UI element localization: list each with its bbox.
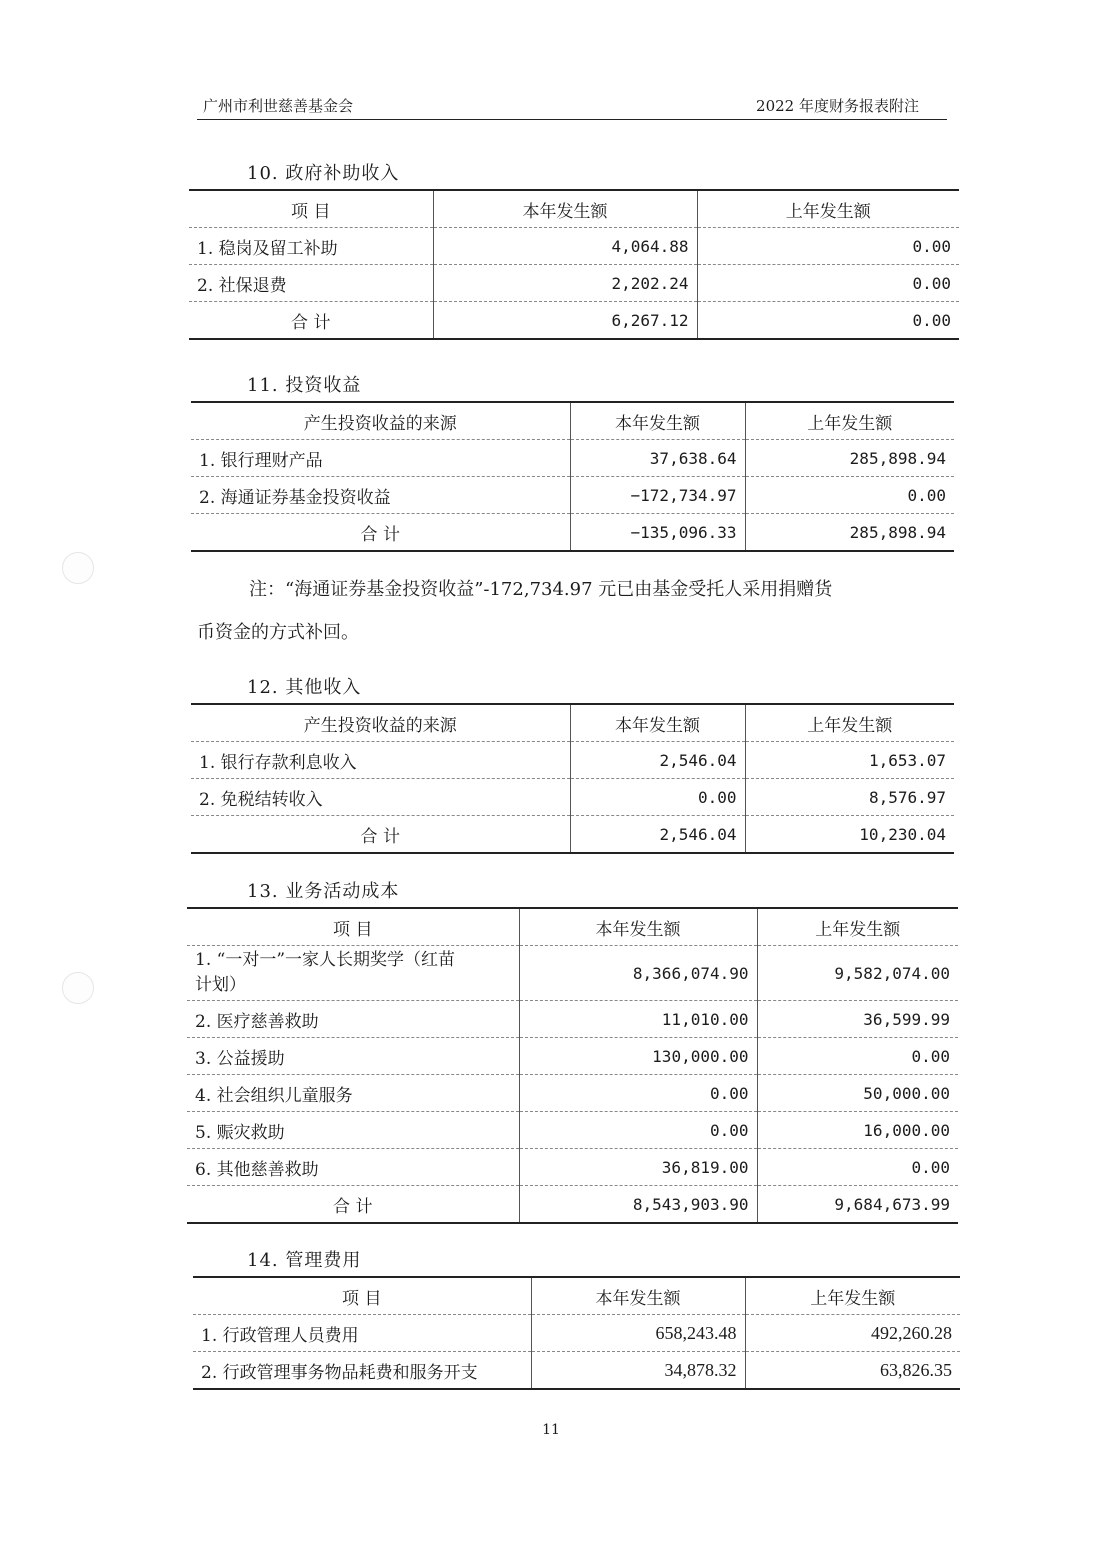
table-row (187, 946, 958, 1001)
row-current-value: 0.00 (519, 1112, 757, 1149)
column-header-source: 产生投资收益的来源 (303, 413, 457, 434)
row-label-line: 1. “一对一”一家人长期奖学（红苗 (195, 950, 456, 970)
section-title-14: 14. 管理费用 (247, 1250, 362, 1271)
table-business-activity-cost (187, 907, 958, 1224)
row-label: 2. 海通证券基金投资收益 (191, 477, 570, 514)
table-row (187, 1075, 958, 1112)
column-header-prior-year: 上年发生额 (745, 1277, 960, 1315)
column-header-item: 项 目 (333, 919, 373, 940)
table-total-row (191, 514, 954, 552)
row-label (187, 946, 519, 1001)
row-prior-value: 285,898.94 (745, 440, 954, 477)
row-label: 4. 社会组织儿童服务 (187, 1075, 519, 1112)
row-label-line: 计划） (195, 975, 246, 995)
row-prior-value: 0.00 (745, 477, 954, 514)
table-row (193, 1315, 960, 1352)
row-prior-value: 63,826.35 (745, 1352, 960, 1390)
total-current-value: 2,546.04 (570, 816, 745, 854)
row-current-value: 658,243.48 (531, 1315, 745, 1352)
column-header-current-year: 本年发生额 (570, 402, 745, 440)
table-header-row (187, 908, 958, 946)
binding-hole-mark (62, 552, 94, 584)
row-prior-value: 0.00 (697, 265, 959, 302)
table-row (187, 1149, 958, 1186)
table-header-row (191, 704, 954, 742)
table-total-row (191, 816, 954, 854)
column-header-prior-year: 上年发生额 (745, 402, 954, 440)
row-prior-value: 50,000.00 (757, 1075, 958, 1112)
table-row (187, 1001, 958, 1038)
column-header-current-year: 本年发生额 (570, 704, 745, 742)
binding-hole-mark (62, 972, 94, 1004)
table-government-subsidy (189, 189, 959, 340)
row-current-value: 11,010.00 (519, 1001, 757, 1038)
row-label: 1. 行政管理人员费用 (193, 1315, 531, 1352)
section-title-13: 13. 业务活动成本 (247, 881, 400, 902)
row-current-value: 36,819.00 (519, 1149, 757, 1186)
page-header (197, 94, 947, 120)
row-current-value: 130,000.00 (519, 1038, 757, 1075)
column-header-source: 产生投资收益的来源 (303, 715, 457, 736)
header-doc-title: 2022 年度财务报表附注 (756, 97, 919, 115)
total-label: 合 计 (189, 302, 433, 340)
total-current-value: 6,267.12 (433, 302, 697, 340)
row-prior-value: 9,582,074.00 (757, 946, 958, 1001)
page-number: 11 (542, 1422, 560, 1438)
row-label: 2. 医疗慈善救助 (187, 1001, 519, 1038)
total-prior-value: 285,898.94 (745, 514, 954, 552)
row-prior-value: 0.00 (757, 1149, 958, 1186)
row-current-value: 2,202.24 (433, 265, 697, 302)
row-label: 2. 行政管理事务物品耗费和服务开支 (193, 1352, 531, 1390)
row-label: 6. 其他慈善救助 (187, 1149, 519, 1186)
row-label: 5. 赈灾救助 (187, 1112, 519, 1149)
column-header-prior-year: 上年发生额 (757, 908, 958, 946)
note-line: 注：“海通证券基金投资收益”-172,734.97 元已由基金受托人采用捐赠货 (249, 579, 833, 600)
table-management-expenses (193, 1276, 960, 1390)
header-org-name: 广州市利世慈善基金会 (203, 97, 354, 115)
row-label: 3. 公益援助 (187, 1038, 519, 1075)
total-label: 合 计 (187, 1186, 519, 1224)
total-prior-value: 9,684,673.99 (757, 1186, 958, 1224)
row-label: 2. 免税结转收入 (191, 779, 570, 816)
total-current-value: −135,096.33 (570, 514, 745, 552)
table-row (191, 440, 954, 477)
row-current-value: 0.00 (570, 779, 745, 816)
total-prior-value: 10,230.04 (745, 816, 954, 854)
table-row (191, 742, 954, 779)
row-current-value: −172,734.97 (570, 477, 745, 514)
table-row (191, 477, 954, 514)
row-prior-value: 16,000.00 (757, 1112, 958, 1149)
note-line: 币资金的方式补回。 (197, 622, 359, 643)
row-label: 2. 社保退费 (189, 265, 433, 302)
section-title-11: 11. 投资收益 (247, 375, 362, 396)
row-prior-value: 0.00 (757, 1038, 958, 1075)
table-row (187, 1112, 958, 1149)
column-header-prior-year: 上年发生额 (697, 190, 959, 228)
column-header-item: 项 目 (342, 1288, 382, 1309)
column-header-item: 项 目 (291, 201, 331, 222)
row-prior-value: 0.00 (697, 228, 959, 265)
table-total-row (187, 1186, 958, 1224)
note-paragraph (197, 568, 947, 654)
row-label: 1. 稳岗及留工补助 (189, 228, 433, 265)
row-current-value: 34,878.32 (531, 1352, 745, 1390)
table-row (189, 228, 959, 265)
table-header-row (193, 1277, 960, 1315)
table-row (193, 1352, 960, 1390)
row-prior-value: 36,599.99 (757, 1001, 958, 1038)
table-header-row (189, 190, 959, 228)
table-other-income (191, 703, 954, 854)
row-prior-value: 492,260.28 (745, 1315, 960, 1352)
row-current-value: 8,366,074.90 (519, 946, 757, 1001)
column-header-prior-year: 上年发生额 (745, 704, 954, 742)
table-row (191, 779, 954, 816)
table-header-row (191, 402, 954, 440)
column-header-current-year: 本年发生额 (433, 190, 697, 228)
row-label: 1. 银行理财产品 (191, 440, 570, 477)
table-total-row (189, 302, 959, 340)
row-current-value: 37,638.64 (570, 440, 745, 477)
row-prior-value: 1,653.07 (745, 742, 954, 779)
row-current-value: 0.00 (519, 1075, 757, 1112)
table-row (189, 265, 959, 302)
row-current-value: 2,546.04 (570, 742, 745, 779)
column-header-current-year: 本年发生额 (531, 1277, 745, 1315)
table-investment-income (191, 401, 954, 552)
column-header-current-year: 本年发生额 (519, 908, 757, 946)
table-row (187, 1038, 958, 1075)
total-label: 合 计 (191, 514, 570, 552)
row-label: 1. 银行存款利息收入 (191, 742, 570, 779)
total-label: 合 计 (191, 816, 570, 854)
section-title-12: 12. 其他收入 (247, 677, 362, 698)
row-current-value: 4,064.88 (433, 228, 697, 265)
row-prior-value: 8,576.97 (745, 779, 954, 816)
total-prior-value: 0.00 (697, 302, 959, 340)
section-title-10: 10. 政府补助收入 (247, 163, 400, 184)
total-current-value: 8,543,903.90 (519, 1186, 757, 1224)
